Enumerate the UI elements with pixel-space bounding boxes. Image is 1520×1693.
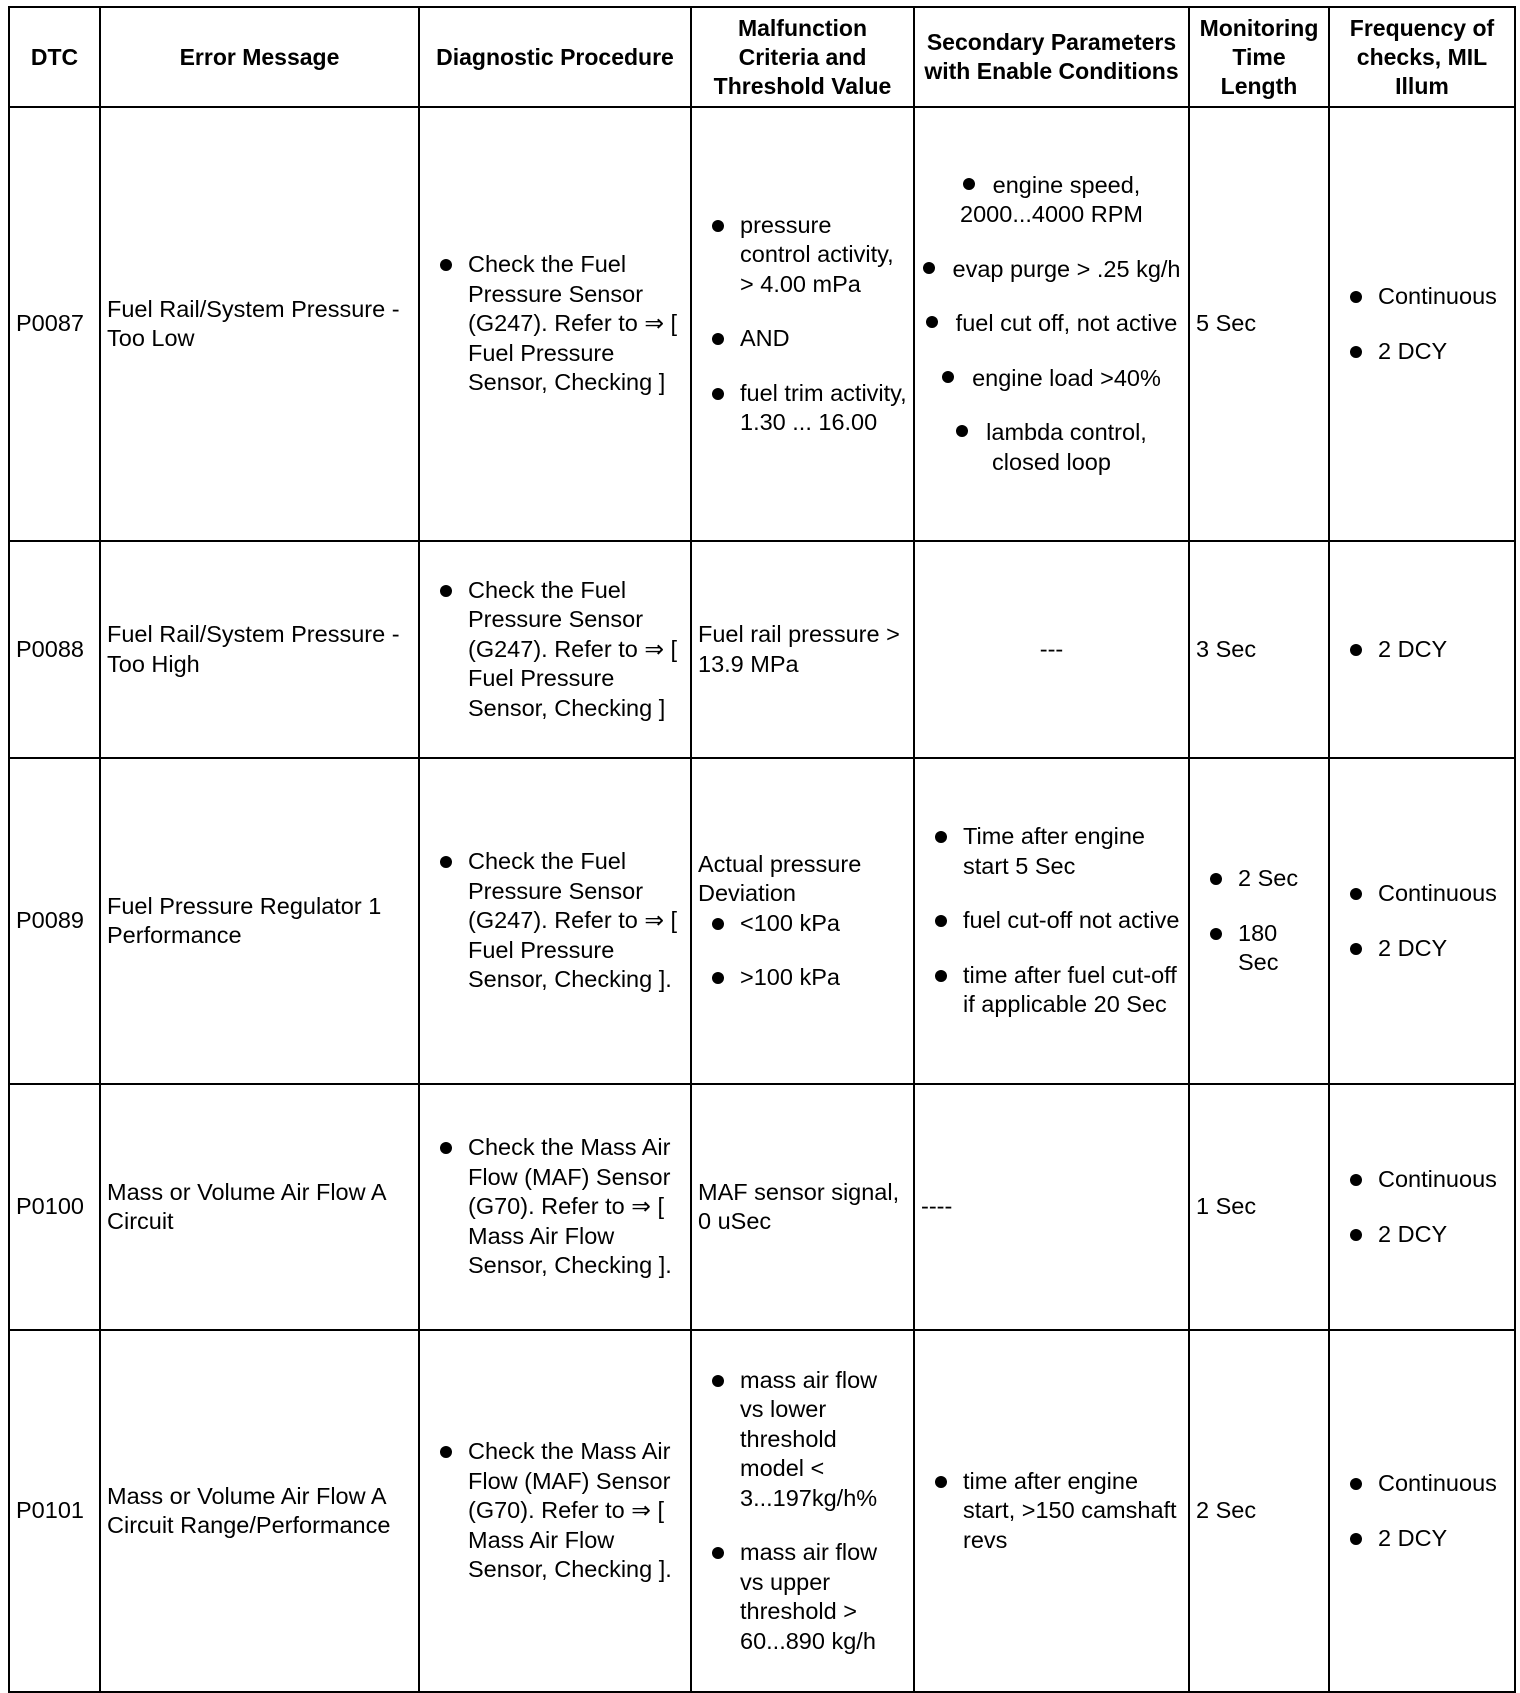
secondary-item: Time after engine start 5 Sec	[921, 822, 1182, 881]
frequency	[1329, 1330, 1515, 1692]
table-header	[9, 7, 1515, 107]
table-row	[9, 107, 1515, 541]
monitoring-item: 180 Sec	[1196, 919, 1322, 978]
monitoring-time	[1189, 107, 1329, 541]
monitoring-time	[1189, 1084, 1329, 1330]
procedure-item: Check the Fuel Pressure Sensor (G247). Refer to ⇒ [ Fuel Pressure Sensor, Checking ].	[426, 847, 684, 995]
bullet-icon	[923, 262, 935, 274]
procedure-item: Check the Mass Air Flow (MAF) Sensor (G70). Refer to ⇒ [ Mass Air Flow Sensor, Checking ].	[426, 1437, 684, 1585]
dtc-code: P0088	[9, 541, 100, 758]
secondary-list	[921, 1467, 1182, 1556]
header-malfunction-criteria: Malfunction Criteria and Threshold Value	[691, 7, 914, 107]
secondary-text: ---	[1039, 635, 1064, 662]
diagnostic-procedure	[419, 758, 691, 1084]
table-row	[9, 541, 1515, 758]
secondary-item: time after engine start, >150 camshaft revs	[921, 1467, 1182, 1556]
frequency-item: Continuous	[1336, 1469, 1508, 1499]
secondary-item: time after fuel cut-off if applicable 20 Sec	[921, 961, 1182, 1020]
header-secondary-parameters: Secondary Parameters with Enable Conditions	[914, 7, 1189, 107]
frequency-list	[1336, 879, 1508, 963]
error-message: Fuel Pressure Regulator 1 Performance	[100, 758, 419, 1084]
error-message: Fuel Rail/System Pressure - Too High	[100, 541, 419, 758]
procedure-list	[426, 1437, 684, 1585]
dtc-code: P0087	[9, 107, 100, 541]
error-message: Mass or Volume Air Flow A Circuit	[100, 1084, 419, 1330]
frequency-item: 2 DCY	[1336, 635, 1508, 665]
secondary-item-text: fuel cut off, not active	[955, 310, 1178, 337]
secondary-item-text: engine speed, 2000...4000 RPM	[960, 171, 1143, 228]
monitoring-time	[1189, 1330, 1329, 1692]
diagnostic-procedure	[419, 107, 691, 541]
monitoring-text: 3 Sec	[1196, 635, 1257, 662]
dtc-code: P0101	[9, 1330, 100, 1692]
procedure-list	[426, 847, 684, 995]
header-monitoring-time: Monitoring Time Length	[1189, 7, 1329, 107]
monitoring-text: 5 Sec	[1196, 310, 1257, 337]
procedure-item: Check the Fuel Pressure Sensor (G247). Refer to ⇒ [ Fuel Pressure Sensor, Checking ]	[426, 250, 684, 398]
dtc-table	[8, 6, 1516, 1693]
bullet-icon	[963, 178, 975, 190]
frequency-item: 2 DCY	[1336, 1524, 1508, 1554]
secondary-item	[921, 418, 1182, 477]
criteria-item: AND	[698, 324, 907, 354]
header-diagnostic-procedure: Diagnostic Procedure	[419, 7, 691, 107]
secondary-item: fuel cut-off not active	[921, 906, 1182, 936]
bullet-icon	[926, 316, 938, 328]
monitoring-time	[1189, 541, 1329, 758]
criteria-text: Fuel rail pressure > 13.9 MPa	[698, 621, 900, 677]
secondary-item	[921, 309, 1182, 339]
secondary-text: ----	[921, 1193, 953, 1220]
frequency-list	[1336, 282, 1508, 366]
procedure-list	[426, 250, 684, 398]
secondary-parameters	[914, 541, 1189, 758]
frequency-list	[1336, 635, 1508, 665]
frequency-list	[1336, 1165, 1508, 1249]
dtc-document	[8, 6, 1514, 1693]
criteria-text: MAF sensor signal, 0 uSec	[698, 1178, 900, 1234]
frequency	[1329, 541, 1515, 758]
procedure-list	[426, 1133, 684, 1281]
secondary-item	[921, 255, 1182, 285]
dtc-code: P0100	[9, 1084, 100, 1330]
monitoring-time	[1189, 758, 1329, 1084]
frequency	[1329, 107, 1515, 541]
monitoring-text: 2 Sec	[1196, 1497, 1257, 1524]
malfunction-criteria	[691, 541, 914, 758]
criteria-item: mass air flow vs upper threshold > 60...890 kg/h	[698, 1538, 907, 1656]
criteria-item: <100 kPa	[698, 909, 907, 939]
frequency-item: Continuous	[1336, 879, 1508, 909]
secondary-parameters	[914, 1084, 1189, 1330]
secondary-list	[921, 822, 1182, 1020]
secondary-item-text: lambda control, closed loop	[986, 419, 1147, 475]
diagnostic-procedure	[419, 541, 691, 758]
frequency-item: 2 DCY	[1336, 1220, 1508, 1250]
criteria-list	[698, 909, 907, 993]
criteria-item: pressure control activity, > 4.00 mPa	[698, 211, 907, 300]
header-frequency: Frequency of checks, MIL Illum	[1329, 7, 1515, 107]
monitoring-text: 1 Sec	[1196, 1193, 1257, 1220]
criteria-text: Actual pressure Deviation	[698, 850, 862, 906]
secondary-item	[921, 364, 1182, 394]
frequency-list	[1336, 1469, 1508, 1553]
criteria-item: >100 kPa	[698, 963, 907, 993]
header-error-message: Error Message	[100, 7, 419, 107]
malfunction-criteria	[691, 1330, 914, 1692]
secondary-parameters	[914, 758, 1189, 1084]
procedure-item: Check the Fuel Pressure Sensor (G247). Refer to ⇒ [ Fuel Pressure Sensor, Checking ]	[426, 576, 684, 724]
frequency	[1329, 1084, 1515, 1330]
monitoring-item: 2 Sec	[1196, 864, 1322, 894]
error-message: Mass or Volume Air Flow A Circuit Range/Performance	[100, 1330, 419, 1692]
malfunction-criteria	[691, 1084, 914, 1330]
frequency-item: 2 DCY	[1336, 934, 1508, 964]
bullet-icon	[956, 425, 968, 437]
table-row	[9, 1330, 1515, 1692]
secondary-item-text: engine load >40%	[972, 364, 1161, 391]
secondary-parameters	[914, 107, 1189, 541]
procedure-item: Check the Mass Air Flow (MAF) Sensor (G70). Refer to ⇒ [ Mass Air Flow Sensor, Checking ].	[426, 1133, 684, 1281]
frequency-item: Continuous	[1336, 282, 1508, 312]
error-message: Fuel Rail/System Pressure - Too Low	[100, 107, 419, 541]
monitoring-list	[1196, 864, 1322, 978]
criteria-list	[698, 211, 907, 438]
secondary-parameters	[914, 1330, 1189, 1692]
header-row	[9, 7, 1515, 107]
frequency-item: 2 DCY	[1336, 337, 1508, 367]
bullet-icon	[942, 371, 954, 383]
criteria-list	[698, 1366, 907, 1657]
table-row	[9, 758, 1515, 1084]
secondary-item-text: evap purge > .25 kg/h	[952, 255, 1181, 282]
frequency-item: Continuous	[1336, 1165, 1508, 1195]
diagnostic-procedure	[419, 1084, 691, 1330]
malfunction-criteria	[691, 758, 914, 1084]
criteria-item: mass air flow vs lower threshold model < 3...197kg/h%	[698, 1366, 907, 1514]
header-dtc: DTC	[9, 7, 100, 107]
criteria-item: fuel trim activity, 1.30 ... 16.00	[698, 379, 907, 438]
procedure-list	[426, 576, 684, 724]
frequency	[1329, 758, 1515, 1084]
malfunction-criteria	[691, 107, 914, 541]
secondary-item	[921, 171, 1182, 230]
secondary-list	[921, 171, 1182, 478]
table-row	[9, 1084, 1515, 1330]
table-body	[9, 107, 1515, 1692]
diagnostic-procedure	[419, 1330, 691, 1692]
dtc-code: P0089	[9, 758, 100, 1084]
